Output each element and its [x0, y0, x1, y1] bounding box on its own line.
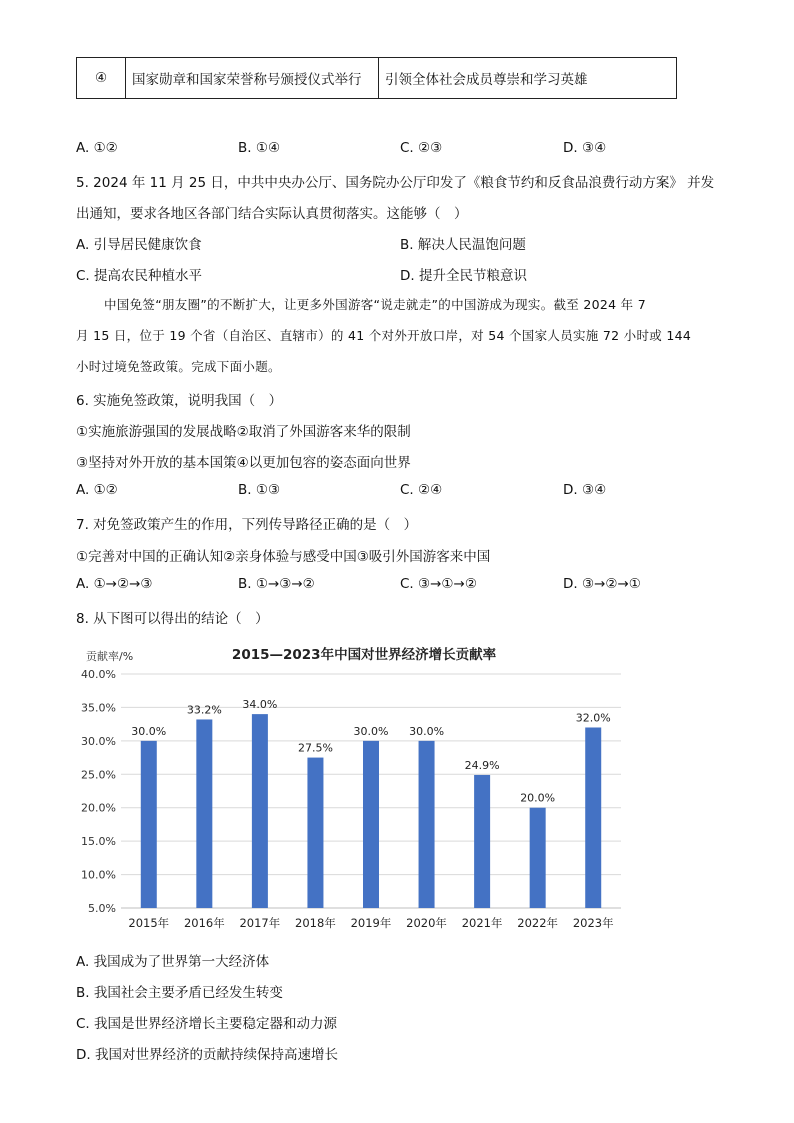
honor-table	[76, 57, 677, 99]
q6-option-c: C. ②④	[400, 482, 443, 498]
q8-option-a: A. 我国成为了世界第一大经济体	[76, 954, 270, 970]
meaning-cell: 引领全体社会成员尊崇和学习英雄	[379, 58, 677, 99]
q6-option-b: B. ①③	[238, 482, 281, 498]
x-tick-label: 2019年	[350, 916, 392, 930]
bar	[196, 719, 212, 908]
y-tick-label: 35.0%	[81, 701, 116, 715]
q5-option-d: D. 提升全民节粮意识	[400, 268, 527, 284]
q7-option-a: A. ①→②→③	[76, 576, 153, 592]
q4-option-a: A. ①②	[76, 140, 118, 156]
q6-statement-line1: ①实施旅游强国的发展战略②取消了外国游客来华的限制	[76, 424, 411, 440]
q8-stem: 8. 从下图可以得出的结论（ ）	[76, 611, 269, 627]
data-label: 24.9%	[464, 758, 500, 772]
q6-option-d: D. ③④	[563, 482, 607, 498]
q6-stem: 6. 实施免签政策，说明我国（ ）	[76, 393, 283, 409]
x-tick-label: 2022年	[517, 916, 559, 930]
data-label: 30.0%	[131, 724, 167, 738]
q5-option-b: B. 解决人民温饱问题	[400, 237, 526, 253]
q7-statement-line1: ①完善对中国的正确认知②亲身体验与感受中国③吸引外国游客来中国	[76, 549, 491, 565]
data-label: 30.0%	[353, 724, 389, 738]
q6-option-a: A. ①②	[76, 482, 118, 498]
y-tick-label: 5.0%	[88, 902, 116, 915]
data-label: 27.5%	[297, 741, 333, 755]
q6-statement-line2: ③坚持对外开放的基本国策④以更加包容的姿态面向世界	[76, 455, 411, 471]
q8-option-c: C. 我国是世界经济增长主要稳定器和动力源	[76, 1016, 338, 1032]
q5-option-c: C. 提高农民种植水平	[76, 268, 203, 284]
data-label: 32.0%	[575, 711, 611, 725]
q5-option-a: A. 引导居民健康饮食	[76, 237, 202, 253]
q8-option-d: D. 我国对世界经济的贡献持续保持高速增长	[76, 1047, 338, 1063]
q4-option-d: D. ③④	[563, 140, 607, 156]
y-tick-label: 20.0%	[81, 801, 116, 815]
data-label: 33.2%	[186, 703, 222, 717]
q4-option-c: C. ②③	[400, 140, 443, 156]
x-tick-label: 2023年	[572, 916, 614, 930]
data-label: 34.0%	[242, 698, 278, 712]
chart-title: 2015—2023年中国对世界经济增长贡献率	[231, 647, 497, 663]
y-tick-label: 10.0%	[81, 868, 116, 882]
x-tick-label: 2015年	[128, 916, 170, 930]
x-tick-label: 2020年	[406, 916, 447, 930]
table-row	[77, 58, 677, 99]
q7-option-c: C. ③→①→②	[400, 576, 477, 592]
q5-stem-line2: 出通知，要求各地区各部门结合实际认真贯彻落实。这能够（ ）	[76, 206, 468, 222]
q7-option-d: D. ③→②→①	[563, 576, 641, 592]
chart-ylabel: 贡献率/%	[86, 650, 134, 663]
q5-stem-line1: 5. 2024 年 11 月 25 日，中共中央办公厅、国务院办公厅印发了《粮食节约和反食品浪费行动方案》 并发	[76, 175, 715, 191]
contribution-bar-chart	[76, 640, 636, 940]
y-tick-label: 30.0%	[81, 734, 116, 748]
y-tick-label: 15.0%	[81, 835, 116, 849]
q4-option-b: B. ①④	[238, 140, 281, 156]
x-tick-label: 2016年	[183, 916, 225, 930]
data-label: 20.0%	[520, 791, 556, 805]
y-tick-label: 25.0%	[81, 768, 116, 782]
x-tick-label: 2021年	[461, 916, 503, 930]
x-tick-label: 2017年	[239, 916, 281, 930]
bar	[307, 758, 323, 908]
bar	[252, 714, 268, 908]
passage-line2: 月 15 日，位于 19 个省（自治区、直辖市）的 41 个对外开放口岸，对 54 个国家人员实施 72 小时或 144	[76, 328, 692, 343]
passage-line3: 小时过境免签政策。完成下面小题。	[76, 359, 281, 374]
bar	[585, 727, 601, 908]
q7-option-b: B. ①→③→②	[238, 576, 315, 592]
data-label: 30.0%	[409, 724, 445, 738]
passage-line1: 中国免签“朋友圈”的不断扩大，让更多外国游客“说走就走”的中国游成为现实。截至 2024 年 7	[104, 297, 646, 312]
bar	[363, 741, 379, 908]
q7-stem: 7. 对免签政策产生的作用，下列传导路径正确的是（ ）	[76, 517, 418, 533]
bar	[474, 775, 490, 908]
y-tick-label: 40.0%	[81, 668, 116, 681]
row-number: ④	[77, 58, 126, 99]
bar	[419, 741, 435, 908]
bar	[141, 741, 157, 908]
q8-option-b: B. 我国社会主要矛盾已经发生转变	[76, 985, 283, 1001]
event-cell: 国家勋章和国家荣誉称号颁授仪式举行	[126, 58, 379, 99]
x-tick-label: 2018年	[295, 916, 336, 930]
bar	[530, 808, 546, 908]
